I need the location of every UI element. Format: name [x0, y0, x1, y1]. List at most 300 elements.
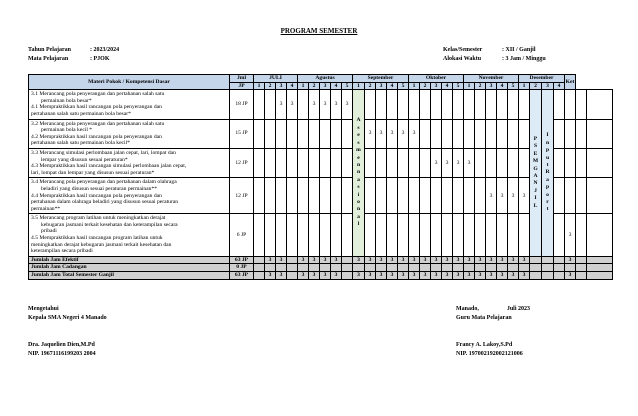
meta-label: Kelas/Semester	[443, 47, 483, 53]
week-cell	[464, 119, 475, 148]
header-month: November	[464, 75, 519, 83]
header-week: 1	[409, 82, 420, 90]
meta-row	[28, 55, 119, 64]
materi-line: beladiri yang disusun sesuai peraturan permainan**	[41, 185, 158, 192]
week-cell	[486, 148, 497, 177]
summary-week-cell: 3	[519, 272, 530, 280]
week-cell: 3	[376, 119, 387, 148]
summary-jp: 63 JP	[230, 272, 254, 280]
materi-line: 3.1 Merancang pola penyerangan dan pertahanan salah satu	[31, 91, 165, 98]
materi-line: 3.3 Merancang simulasi perlombaan jalan cepat, lari, lompat dan	[31, 149, 176, 156]
summary-week-cell	[453, 264, 464, 272]
table-row	[29, 119, 613, 148]
week-cell	[409, 90, 420, 119]
summary-row	[29, 264, 613, 272]
summary-jp: 0 JP	[230, 264, 254, 272]
week-cell: 3	[431, 148, 442, 177]
week-cell	[331, 214, 342, 257]
table-row	[29, 214, 613, 257]
header-month: Oktober	[409, 75, 464, 83]
week-cell	[387, 214, 398, 257]
week-cell	[320, 178, 331, 214]
footer-principal-title: Kepala SMA Negeri 4 Manado	[28, 315, 107, 321]
ket-cell	[587, 178, 613, 214]
summary-week-cell	[265, 264, 276, 272]
week-cell	[519, 148, 530, 177]
week-cell	[519, 119, 530, 148]
summary-week-cell: 3	[398, 256, 409, 264]
week-cell	[276, 119, 287, 148]
summary-week-cell: 3	[265, 272, 276, 280]
week-cell	[464, 178, 475, 214]
summary-week-cell	[287, 272, 298, 280]
table-row	[29, 178, 613, 214]
week-cell: 3	[519, 178, 530, 214]
materi-line: permainan bola besar*	[41, 97, 92, 104]
week-cell	[365, 178, 376, 214]
header-week: 1	[254, 82, 265, 90]
week-cell: 3	[387, 119, 398, 148]
week-cell	[420, 148, 431, 177]
summary-week-cell: 3	[464, 272, 475, 280]
summary-week-cell	[554, 272, 565, 280]
week-cell	[464, 214, 475, 257]
week-cell: 3	[409, 119, 420, 148]
summary-week-cell: 3	[497, 256, 508, 264]
week-cell	[442, 90, 453, 119]
summary-week-cell: 3	[409, 272, 420, 280]
week-cell	[398, 148, 409, 177]
week-cell	[442, 178, 453, 214]
summary-week-cell: 3	[453, 256, 464, 264]
meta-row	[443, 46, 546, 55]
summary-week-cell	[530, 272, 542, 280]
materi-line: 3.2 Merancang pola penyerangan dan pertahanan salah satu	[31, 120, 165, 127]
summary-week-cell	[554, 256, 565, 264]
week-cell	[508, 214, 519, 257]
summary-week-cell	[387, 264, 398, 272]
week-cell	[431, 119, 442, 148]
summary-week-cell: 3	[331, 256, 342, 264]
week-cell	[409, 214, 420, 257]
summary-ket-cell	[587, 256, 613, 264]
week-cell	[565, 178, 576, 214]
summary-week-cell	[309, 264, 320, 272]
week-cell	[376, 148, 387, 177]
summary-week-cell	[276, 264, 287, 272]
summary-week-cell	[530, 264, 542, 272]
summary-week-cell: 3	[486, 256, 497, 264]
header-week: 5	[398, 82, 409, 90]
week-cell: 3	[320, 90, 331, 119]
summary-week-cell	[376, 264, 387, 272]
summary-week-cell: 3	[365, 256, 376, 264]
week-cell	[554, 90, 565, 119]
summary-week-cell: 3	[420, 272, 431, 280]
week-cell	[431, 90, 442, 119]
week-cell	[309, 119, 320, 148]
week-cell	[420, 90, 431, 119]
summary-week-cell: 3	[376, 256, 387, 264]
week-cell	[320, 119, 331, 148]
footer-teacher-name: Francy A. Lakoy,S.Pd	[456, 342, 513, 348]
materi-line: permainan bola kecil *	[41, 127, 93, 134]
materi-line: 4.3 Mempraktikkan hasil rancangan simulasi perlombaan jalan cepat,	[31, 163, 187, 170]
summary-week-cell	[554, 264, 565, 272]
materi-line: 4.4 Mempraktikkan hasil rancangan pola penyerangan dan	[31, 192, 162, 199]
week-cell	[298, 90, 309, 119]
week-cell	[453, 119, 464, 148]
week-cell	[331, 178, 342, 214]
week-cell	[320, 148, 331, 177]
week-cell	[508, 119, 519, 148]
week-cell	[508, 90, 519, 119]
week-cell	[576, 119, 587, 148]
week-cell	[519, 90, 530, 119]
week-cell	[486, 90, 497, 119]
week-cell	[554, 178, 565, 214]
week-cell: 3	[508, 178, 519, 214]
summary-label: Jumlah Jam Total Semester Ganjil	[29, 272, 230, 280]
week-cell	[554, 148, 565, 177]
summary-week-cell	[365, 264, 376, 272]
semester-program-table	[28, 74, 613, 280]
week-cell	[475, 119, 486, 148]
week-cell	[409, 148, 420, 177]
materi-cell	[29, 178, 230, 214]
materi-line: pertahanan salah satu permainan bola besar*	[31, 110, 131, 117]
week-cell: 3	[365, 119, 376, 148]
week-cell: 3	[486, 178, 497, 214]
week-cell	[376, 214, 387, 257]
week-cell	[486, 119, 497, 148]
summary-week-cell	[409, 264, 420, 272]
header-jml: Jml	[230, 75, 254, 83]
week-cell	[342, 148, 353, 177]
header-week: 5	[508, 82, 519, 90]
materi-line: lari, lompat dan lempar yang disusun sesuai peraturan*	[31, 169, 155, 176]
footer-place-date	[456, 305, 530, 314]
meta-value: : 3 Jam / Minggu	[502, 56, 546, 62]
footer-date: Juli 2023	[506, 306, 531, 312]
week-cell	[475, 148, 486, 177]
week-cell	[486, 214, 497, 257]
week-cell	[309, 214, 320, 257]
materi-cell	[29, 119, 230, 148]
materi-cell	[29, 214, 230, 257]
week-cell	[576, 90, 587, 119]
header-week: 1	[519, 82, 530, 90]
header-month: Desember	[519, 75, 565, 83]
jp-cell: 12 JP	[230, 148, 254, 177]
header-week: 4	[387, 82, 398, 90]
footer-teacher-title: Guru Mata Pelajaran	[456, 315, 512, 321]
week-cell	[387, 90, 398, 119]
materi-line: 3.4 Merancang pola penyerangan dan pertahanan dalam olahraga	[31, 179, 177, 186]
summary-week-cell: 3	[309, 256, 320, 264]
meta-label: Mata Pelajaran	[28, 56, 69, 62]
week-cell	[453, 90, 464, 119]
week-cell	[287, 119, 298, 148]
summary-week-cell	[565, 264, 576, 272]
summary-ket-cell	[587, 272, 613, 280]
meta-value: : XII / Ganjil	[502, 47, 536, 53]
summary-jp: 63 JP	[230, 256, 254, 264]
week-cell	[331, 119, 342, 148]
header-jp: JP	[230, 82, 254, 90]
summary-week-cell	[542, 264, 554, 272]
footer-left-titles	[28, 305, 107, 323]
week-cell	[287, 178, 298, 214]
footer-right-signature	[456, 341, 523, 359]
week-cell	[265, 90, 276, 119]
vertical-label: I n p u t R a p o r t	[545, 132, 550, 213]
summary-week-cell	[342, 264, 353, 272]
week-cell	[565, 119, 576, 148]
week-cell	[265, 119, 276, 148]
summary-week-cell	[519, 264, 530, 272]
summary-week-cell	[287, 256, 298, 264]
materi-line: pertahanan dalam olahraga beladiri yang disusun sesuai peraturan	[31, 199, 179, 206]
week-cell	[254, 214, 265, 257]
header-week: 3	[542, 82, 554, 90]
week-cell	[475, 178, 486, 214]
week-cell	[320, 214, 331, 257]
summary-week-cell: 3	[442, 256, 453, 264]
week-cell	[287, 214, 298, 257]
summary-week-cell: 3	[276, 256, 287, 264]
summary-week-cell	[353, 264, 365, 272]
header-week: 1	[464, 82, 475, 90]
summary-week-cell	[576, 256, 587, 264]
header-week: 3	[276, 82, 287, 90]
week-cell	[265, 214, 276, 257]
summary-week-cell	[442, 264, 453, 272]
week-cell	[398, 90, 409, 119]
header-week: 2	[530, 82, 542, 90]
header-week: 2	[365, 82, 376, 90]
summary-week-cell	[342, 256, 353, 264]
week-cell	[298, 119, 309, 148]
summary-week-cell: 3	[486, 272, 497, 280]
week-cell	[508, 148, 519, 177]
vertical-label-cell	[530, 90, 542, 257]
summary-week-cell	[431, 264, 442, 272]
summary-week-cell: 3	[353, 272, 365, 280]
summary-week-cell: 3	[464, 256, 475, 264]
page-title: PROGRAM SEMESTER	[280, 27, 358, 35]
summary-week-cell: 3	[519, 256, 530, 264]
week-cell	[376, 90, 387, 119]
materi-line: kebugaran jasmani terkait kesehatan dan keterampilan secara	[41, 221, 178, 228]
week-cell	[497, 214, 508, 257]
summary-week-cell	[342, 272, 353, 280]
summary-ket-cell	[587, 264, 613, 272]
summary-week-cell	[497, 264, 508, 272]
summary-week-cell: 3	[420, 256, 431, 264]
header-week: 2	[420, 82, 431, 90]
ket-cell	[587, 148, 613, 177]
summary-week-cell: 3	[320, 256, 331, 264]
footer-right-titles	[456, 305, 530, 323]
meta-left	[28, 46, 119, 64]
header-week: 4	[442, 82, 453, 90]
week-cell	[309, 178, 320, 214]
summary-week-cell	[287, 264, 298, 272]
header-week: 3	[486, 82, 497, 90]
summary-label: Jumlah Jam Efektif	[29, 256, 230, 264]
summary-week-cell	[420, 264, 431, 272]
header-row	[29, 75, 613, 83]
week-cell: 3	[464, 148, 475, 177]
week-cell	[475, 90, 486, 119]
meta-label: Alokasi Waktu	[443, 56, 482, 62]
week-cell	[298, 178, 309, 214]
header-week: 3	[376, 82, 387, 90]
vertical-label-cell	[542, 90, 554, 257]
summary-week-cell	[542, 256, 554, 264]
summary-week-cell	[475, 264, 486, 272]
week-cell: 3	[331, 90, 342, 119]
week-cell	[554, 119, 565, 148]
week-cell	[576, 214, 587, 257]
summary-week-cell: 3	[376, 272, 387, 280]
summary-week-cell	[254, 272, 265, 280]
table-row	[29, 90, 613, 119]
summary-week-cell	[576, 272, 587, 280]
week-cell	[453, 178, 464, 214]
materi-line: meningkatkan derajat kebugaran jasmani terkait kesehatan dan	[31, 241, 172, 248]
summary-week-cell: 3	[309, 272, 320, 280]
jp-cell: 18 JP	[230, 90, 254, 119]
header-week: 2	[265, 82, 276, 90]
summary-week-cell: 3	[453, 272, 464, 280]
week-cell	[442, 119, 453, 148]
week-cell	[342, 178, 353, 214]
week-cell	[554, 214, 565, 257]
week-cell	[276, 178, 287, 214]
summary-week-cell	[464, 264, 475, 272]
header-week: 4	[554, 82, 565, 90]
summary-week-cell: 3	[387, 272, 398, 280]
week-cell	[420, 214, 431, 257]
week-cell	[409, 178, 420, 214]
week-cell	[497, 90, 508, 119]
week-cell	[420, 178, 431, 214]
week-cell	[342, 214, 353, 257]
materi-line: pertahanan salah satu permainan bola kecil*	[31, 140, 130, 147]
summary-week-cell: 3	[475, 256, 486, 264]
week-cell	[387, 148, 398, 177]
week-cell	[365, 214, 376, 257]
summary-week-cell: 3	[508, 272, 519, 280]
week-cell	[420, 119, 431, 148]
header-week: 1	[298, 82, 309, 90]
materi-line: lempar yang disusun sesuai peraturan*	[41, 156, 128, 163]
summary-week-cell	[530, 256, 542, 264]
summary-week-cell: 3	[331, 272, 342, 280]
footer-place: Manado,	[456, 306, 479, 312]
header-week: 5	[342, 82, 353, 90]
summary-week-cell: 3	[265, 256, 276, 264]
summary-week-cell	[254, 264, 265, 272]
vertical-label-cell	[353, 90, 365, 257]
meta-row	[28, 46, 119, 55]
week-cell	[565, 148, 576, 177]
week-cell	[431, 214, 442, 257]
week-cell	[265, 178, 276, 214]
meta-value: : 2023/2024	[90, 47, 120, 53]
header-week: 2	[475, 82, 486, 90]
week-cell	[497, 119, 508, 148]
vertical-label: A s e s m e n n a s i o n a l	[356, 117, 361, 228]
summary-week-cell: 3	[442, 272, 453, 280]
week-cell	[387, 178, 398, 214]
materi-cell	[29, 90, 230, 119]
footer-left-signature	[28, 341, 96, 359]
week-cell	[254, 178, 265, 214]
meta-right	[443, 46, 546, 64]
summary-week-cell: 3	[475, 272, 486, 280]
week-cell	[365, 90, 376, 119]
week-cell	[497, 148, 508, 177]
materi-line: permainan**	[31, 205, 61, 212]
summary-week-cell	[320, 264, 331, 272]
week-cell	[276, 148, 287, 177]
header-week: 2	[309, 82, 320, 90]
week-cell	[287, 148, 298, 177]
materi-line: 4.5 Mempraktikkan hasil rancangan program latihan untuk	[31, 235, 163, 242]
header-week: 4	[287, 82, 298, 90]
summary-week-cell	[331, 264, 342, 272]
summary-week-cell: 3	[431, 272, 442, 280]
week-cell: 3	[497, 178, 508, 214]
week-cell	[464, 90, 475, 119]
header-ket: Ket	[565, 75, 576, 90]
summary-week-cell	[576, 264, 587, 272]
week-cell	[376, 178, 387, 214]
week-cell	[431, 178, 442, 214]
ket-cell	[587, 90, 613, 119]
week-cell: 3	[309, 90, 320, 119]
week-cell	[309, 148, 320, 177]
summary-week-cell: 3	[565, 272, 576, 280]
summary-week-cell: 3	[508, 256, 519, 264]
week-cell: 3	[287, 90, 298, 119]
summary-row	[29, 256, 613, 264]
jp-cell: 15 JP	[230, 119, 254, 148]
summary-week-cell: 3	[497, 272, 508, 280]
footer-acknowledged: Mengetahui	[28, 306, 59, 312]
meta-value: : PJOK	[90, 56, 110, 62]
header-week: 1	[353, 82, 365, 90]
footer-teacher-nip: NIP. 197002192002121006	[456, 351, 523, 357]
week-cell: 3	[276, 90, 287, 119]
summary-week-cell	[542, 272, 554, 280]
week-cell	[475, 214, 486, 257]
jp-cell: 12 JP	[230, 178, 254, 214]
week-cell: 3	[342, 90, 353, 119]
summary-week-cell	[254, 256, 265, 264]
summary-week-cell: 3	[353, 256, 365, 264]
week-cell	[254, 119, 265, 148]
summary-week-cell: 3	[398, 272, 409, 280]
summary-week-cell: 3	[431, 256, 442, 264]
header-week: 5	[453, 82, 464, 90]
week-cell	[265, 148, 276, 177]
week-cell	[565, 90, 576, 119]
header-month: JULI	[254, 75, 298, 83]
